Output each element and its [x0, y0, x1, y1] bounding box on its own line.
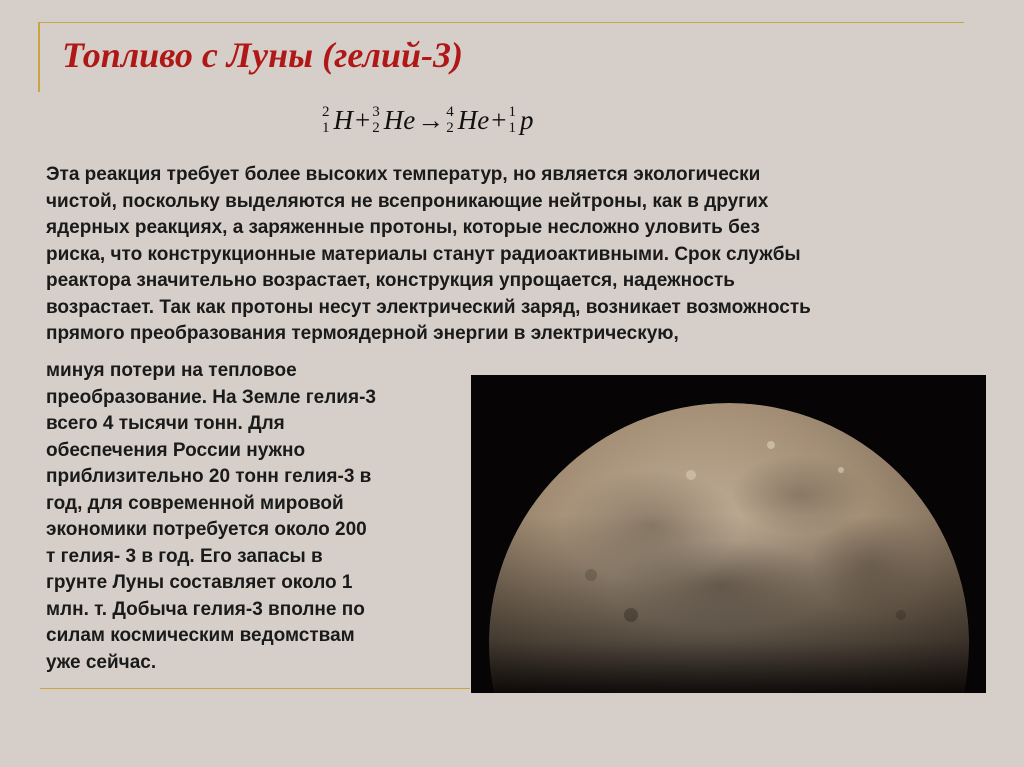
- plus-sign: +: [491, 104, 507, 135]
- atomic-number: 2: [446, 120, 454, 136]
- text-line: т гелия- 3 в год. Его запасы в: [46, 545, 323, 567]
- text-line: обеспечения России нужно: [46, 439, 306, 461]
- text-line: млн. т. Добыча гелия-3 вполне по: [46, 598, 365, 620]
- nuclide-proton: [508, 104, 533, 136]
- text-line: прямого преобразования термоядерной энергии в электрическую,: [46, 323, 679, 344]
- moon-image: [471, 375, 986, 693]
- element-symbol: He: [383, 104, 416, 135]
- text-line: риска, что конструкционные материалы станут радиоактивными. Срок службы: [46, 243, 801, 265]
- text-line: чистой, поскольку выделяются не всепроникающие нейтроны, как в других: [46, 190, 769, 212]
- slide-title: Топливо с Луны (гелий-3): [62, 35, 463, 75]
- atomic-number: 1: [508, 120, 516, 136]
- text-line: уже сейчас.: [46, 651, 157, 673]
- element-symbol: p: [519, 104, 534, 135]
- element-symbol: H: [333, 104, 353, 135]
- atomic-number: 2: [372, 120, 380, 136]
- reaction-arrow: →: [417, 104, 445, 135]
- text-line: преобразование. На Земле гелия-3: [46, 386, 376, 408]
- text-line: приблизительно 20 тонн гелия-3 в: [46, 466, 372, 487]
- mass-number: 4: [446, 104, 454, 120]
- text-line: год, для современной мировой: [46, 492, 344, 514]
- nuclide-helium-4: [446, 104, 489, 136]
- nuclide-deuterium: [322, 104, 353, 136]
- text-line: минуя потери на тепловое: [46, 360, 297, 381]
- plus-sign: +: [355, 104, 371, 135]
- accent-bottom-line: [40, 688, 470, 689]
- text-line: реактора значительно возрастает, конструкция упрощается, надежность: [46, 270, 735, 291]
- text-line: всего 4 тысячи тонн. Для: [46, 413, 285, 434]
- mass-number: 3: [372, 104, 380, 120]
- mass-number: 2: [322, 104, 330, 120]
- paragraph-left: [46, 358, 466, 676]
- fusion-equation: [322, 104, 533, 136]
- atomic-number: 1: [322, 120, 330, 136]
- text-line: грунте Луны составляет около 1: [46, 572, 353, 593]
- text-line: силам космическим ведомствам: [46, 625, 355, 646]
- text-line: ядерных реакциях, а заряженные протоны, которые несложно уловить без: [46, 217, 760, 238]
- moon-photo: [471, 375, 986, 693]
- accent-left-line: [38, 22, 40, 92]
- paragraph-top: [46, 162, 976, 348]
- accent-top-line: [38, 22, 964, 23]
- mass-number: 1: [508, 104, 516, 120]
- text-line: экономики потребуется около 200: [46, 519, 367, 540]
- text-line: Эта реакция требует более высоких температур, но является экологически: [46, 164, 761, 185]
- text-line: возрастает. Так как протоны несут электрический заряд, возникает возможность: [46, 296, 811, 318]
- nuclide-helium-3: [372, 104, 415, 136]
- element-symbol: He: [457, 104, 490, 135]
